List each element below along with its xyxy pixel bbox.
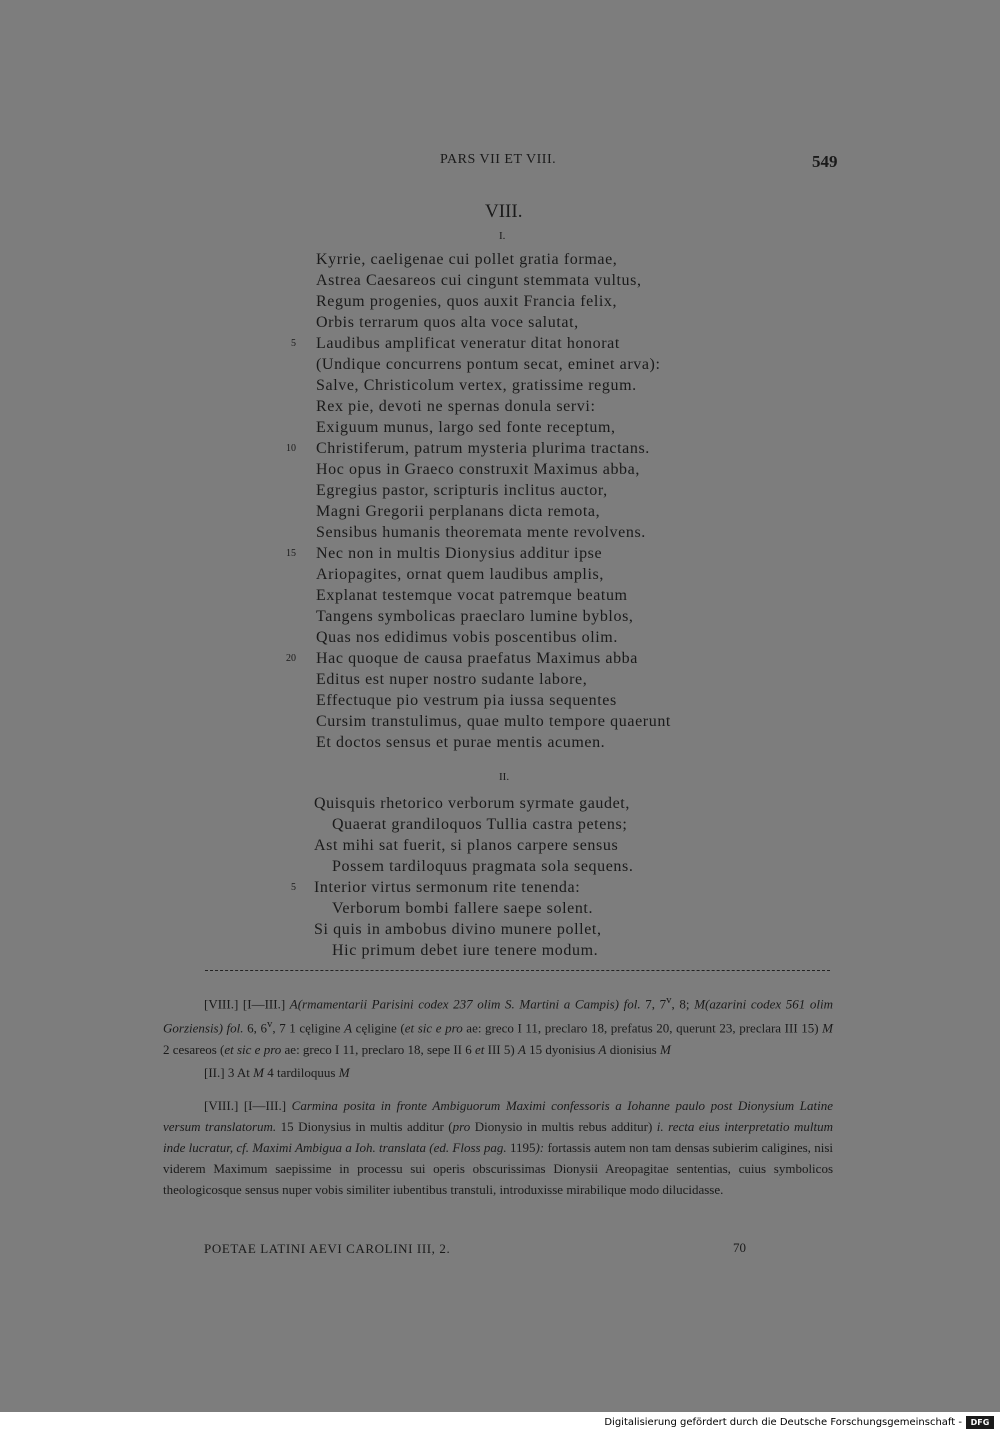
- running-head: PARS VII ET VIII.: [440, 152, 557, 167]
- footnote-rule: [205, 970, 830, 971]
- verse-line: Astrea Caesareos cui cingunt stemmata vultus,: [316, 272, 642, 289]
- verse-line: Orbis terrarum quos alta voce salutat,: [316, 314, 579, 331]
- verse-line: Effectuque pio vestrum pia iussa sequentes: [316, 692, 617, 709]
- sheet-number: 70: [733, 1240, 746, 1255]
- verse-line: Verborum bombi fallere saepe solent.: [332, 900, 594, 917]
- verse-line: Hac quoque de causa praefatus Maximus abba: [316, 650, 638, 667]
- line-number: 5: [291, 338, 296, 349]
- verse-line: Et doctos sensus et purae mentis acumen.: [316, 734, 606, 751]
- verse-line: Rex pie, devoti ne spernas donula servi:: [316, 398, 596, 415]
- collection-signature: POETAE LATINI AEVI CAROLINI III, 2.: [204, 1241, 451, 1256]
- verse-line: Salve, Christicolum vertex, gratissime regum.: [316, 377, 637, 394]
- verse-line: Editus est nuper nostro sudante labore,: [316, 671, 588, 688]
- poem-numeral: I.: [499, 230, 506, 242]
- verse-line: Exiguum munus, largo sed fonte receptum,: [316, 419, 616, 436]
- poem-numeral: II.: [499, 771, 510, 783]
- line-number: 20: [286, 653, 296, 664]
- verse-line: Ariopagites, ornat quem laudibus amplis,: [316, 566, 604, 583]
- line-number: 10: [286, 443, 296, 454]
- critical-apparatus-second: [II.] 3 At M 4 tardiloquus M: [204, 1065, 350, 1080]
- line-number: 15: [286, 548, 296, 559]
- verse-line: Quaerat grandiloquos Tullia castra petens;: [332, 816, 628, 833]
- verse-line: Kyrrie, caeligenae cui pollet gratia formae,: [316, 251, 618, 268]
- verse-line: Quas nos edidimus vobis poscentibus olim.: [316, 629, 618, 646]
- verse-line: Nec non in multis Dionysius additur ipse: [316, 545, 603, 562]
- verse-line: Egregius pastor, scripturis inclitus auctor,: [316, 482, 608, 499]
- verse-line: Sensibus humanis theoremata mente revolvens.: [316, 524, 646, 541]
- verse-line: (Undique concurrens pontum secat, eminet arva):: [316, 356, 661, 373]
- verse-line: Tangens symbolicas praeclaro lumine byblos,: [316, 608, 634, 625]
- verse-line: Hic primum debet iure tenere modum.: [332, 942, 599, 959]
- funding-credit: Digitalisierung gefördert durch die Deutsche Forschungsgemeinschaft -: [604, 1417, 962, 1428]
- dfg-logo-icon: DFG: [966, 1416, 994, 1429]
- verse-line: Laudibus amplificat veneratur ditat honorat: [316, 335, 620, 352]
- verse-line: Magni Gregorii perplanans dicta remota,: [316, 503, 601, 520]
- verse-line: Cursim transtulimus, quae multo tempore quaerunt: [316, 713, 671, 730]
- verse-line: Regum progenies, quos auxit Francia felix,: [316, 293, 618, 310]
- verse-line: Si quis in ambobus divino munere pollet,: [314, 921, 602, 938]
- verse-line: Ast mihi sat fuerit, si planos carpere sensus: [314, 837, 619, 854]
- verse-line: Explanat testemque vocat patremque beatum: [316, 587, 628, 604]
- verse-line: Interior virtus sermonum rite tenenda:: [314, 879, 581, 896]
- commentary-note: [VIII.] [I—III.] Carmina posita in fronte Ambiguorum Maximi confessoris a Iohanne paulo post Dionysium Latine versum translatorum. 15 Dionysius in multis additur (pro Dionysio in multis rebus additur) i. recta eius interpretatio multum inde lucratur, cf. Maximi Ambigua a Ioh. translata (ed. Floss pag. 1195): fortassis autem non tam densas subierim caligines, nisi viderem Maximum saepissime in processu sui operis obscurissimas Dionysii Areopagitae sententias, cuius symbolicos theologicosque sensus nuper vobis similiter iubentibus transtuli, introduxisse mirabilique modo dilucidasse.: [163, 1098, 833, 1197]
- critical-apparatus-first: [VIII.] [I—III.] A(rmamentarii Parisini codex 237 olim S. Martini a Campis) fol. 7, 7$^v$, 8; M(azarini codex 561 olim Gorziensis) fol. 6, 6$^v$, 7 1 cęligine A cęligine (et sic e pro ae: greco I 11, preclaro 18, prefatus 20, querunt 23, preclara III 15) M 2 cesareos (et sic e pro ae: greco I 11, preclaro 18, sepe II 6 et III 5) A 15 dyonisius A dionisius M: [163, 994, 834, 1057]
- verse-line: Christiferum, patrum mysteria plurima tractans.: [316, 440, 650, 457]
- verse-line: Quisquis rhetorico verborum syrmate gaudet,: [314, 795, 630, 812]
- line-number: 5: [291, 882, 296, 893]
- verse-line: Possem tardiloquus pragmata sola sequens.: [332, 858, 634, 875]
- verse-line: Hoc opus in Graeco construxit Maximus abba,: [316, 461, 640, 478]
- section-title: VIII.: [485, 201, 523, 222]
- page-number: 549: [812, 152, 838, 171]
